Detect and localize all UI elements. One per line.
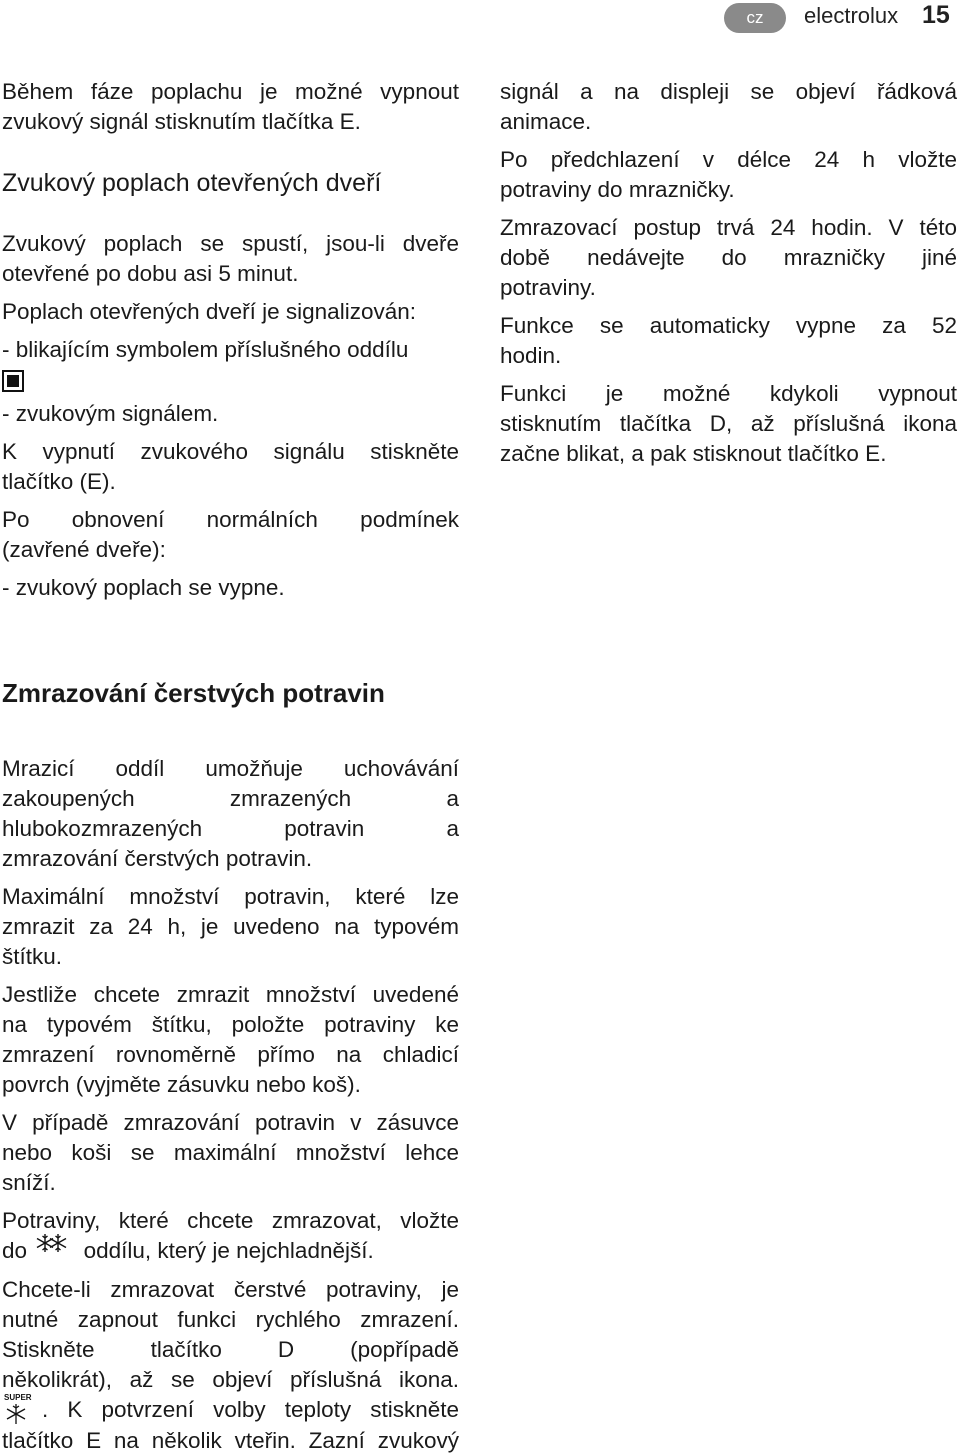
text-line: zmrazení rovnoměrně přímo na chladicí [2,1042,459,1067]
text-line: několikrát), až se objeví příslušná ikona. [2,1367,459,1393]
text-line: Během fáze poplachu je možné vypnout [2,79,459,104]
super-icon-label: SUPER [4,1393,32,1403]
paragraph-alarm-stop [2,77,459,107]
heading-door-alarm: Zvukový poplach otevřených dveří [2,169,382,197]
text-line: Stiskněte tlačítko D (popřípadě [2,1337,459,1363]
text-line: potraviny. [500,275,596,300]
text-line: sníží. [2,1170,56,1195]
text-line: stisknutím tlačítka D, až příslušná ikona [500,411,957,436]
text-line: době nedávejte do mrazničky jiné [500,245,957,270]
super-freeze-icon [2,1392,42,1422]
text-line: K vypnutí zvukového signálu stiskněte [2,439,459,464]
text-line: Funkce se automaticky vypne za 52 [500,313,957,338]
text-line: (zavřené dveře): [2,537,166,562]
text-line: Jestliže chcete zmrazit množství uvedené [2,982,459,1007]
left-column [2,77,459,603]
text-line: Chcete-li zmrazovat čerstvé potraviny, je [2,1277,459,1303]
text-line: hlubokozmrazených potravin a [2,816,459,841]
section-title-freezing: Zmrazování čerstvých potravin [2,678,385,708]
text-line: na typovém štítku, položte potraviny ke [2,1012,459,1037]
text-line: Zmrazovací postup trvá 24 hodin. V této [500,215,957,240]
text-fragment: oddílu, který je nejchladnější. [83,1238,374,1263]
text-line: potraviny do mrazničky. [500,177,735,202]
text-line: hodin. [500,343,562,368]
text-line: nutné zapnout funkci rychlého zmrazení. [2,1307,459,1333]
text-line: Zvukový poplach se spustí, jsou-li dveře [2,231,459,256]
text-line: Funkci je možné kdykoli vypnout [500,381,957,406]
text-line: Maximální množství potravin, které lze [2,884,459,909]
text-line: - zvukovým signálem. [2,401,219,426]
snowflake-icon [33,1231,77,1261]
text-line: nebo koši se maximální množství lehce [2,1140,459,1165]
freezer-compartment-line [2,1236,459,1267]
text-line: Potraviny, které chcete zmrazovat, vložte [2,1208,459,1233]
right-column [500,77,957,469]
text-line: zvukový signál stisknutím tlačítka E. [2,109,361,134]
text-line: povrch (vyjměte zásuvku nebo koš). [2,1072,361,1097]
text-fragment: do [2,1238,28,1263]
text-line: animace. [500,109,592,134]
compartment-icon-line [2,365,459,395]
text-line: Poplach otevřených dveří je signalizován: [2,299,416,324]
page-header [0,0,960,36]
text-line: zmrazit za 24 h, je uvedeno na typovém [2,914,459,939]
compartment-square-icon [2,370,24,392]
freezing-section-body [2,754,459,1456]
text-line: V případě zmrazování potravin v zásuvce [2,1110,459,1135]
brand-name: electrolux [804,3,899,28]
text-line: tlačítko E na několik vteřin. Zazní zvukový [2,1428,459,1454]
text-line: začne blikat, a pak stisknout tlačítko E. [500,441,887,466]
language-badge: cz [724,3,786,33]
text-line: signál a na displeji se objeví řádková [500,79,957,104]
text-line: tlačítko (E). [2,469,116,494]
text-line: štítku. [2,944,63,969]
text-line: Mrazicí oddíl umožňuje uchovávání [2,756,459,781]
text-line: Po předchlazení v délce 24 h vložte [500,147,957,172]
text-fragment: . K potvrzení volby teploty stiskněte [42,1397,459,1423]
text-line: - blikajícím symbolem příslušného oddílu [2,337,409,362]
super-freeze-line [2,1395,459,1426]
text-line: zakoupených zmrazených a [2,786,459,811]
text-line: Po obnovení normálních podmínek [2,507,459,532]
text-line: zmrazování čerstvých potravin. [2,846,313,871]
text-line: otevřené po dobu asi 5 minut. [2,261,299,286]
page-number: 15 [922,1,950,29]
text-line: - zvukový poplach se vypne. [2,575,285,600]
